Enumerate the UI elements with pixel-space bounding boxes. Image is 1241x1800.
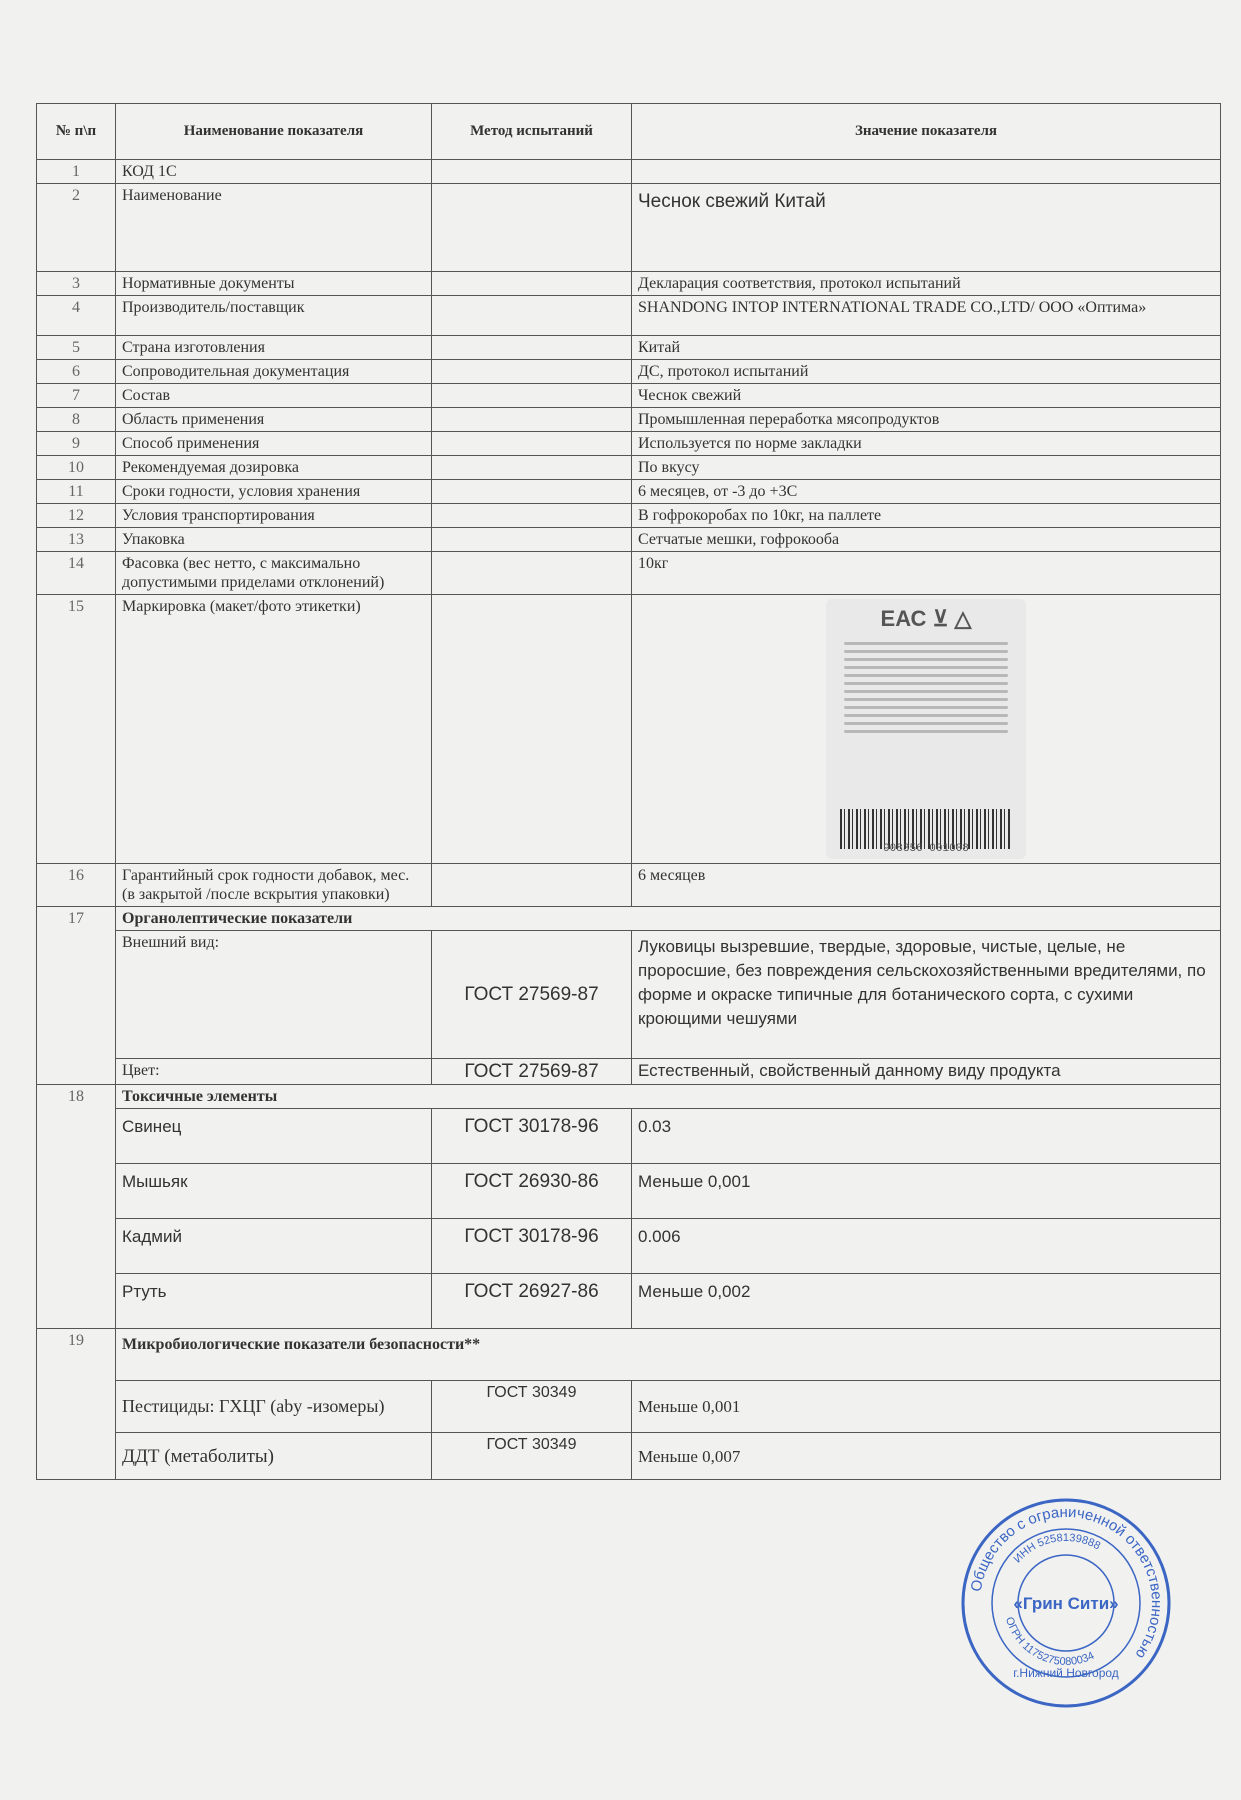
row-value: 0.03 bbox=[632, 1109, 1221, 1164]
row-name: Рекомендуемая дозировка bbox=[116, 456, 432, 480]
food-contact-icon: ⊻ bbox=[932, 606, 949, 631]
stamp-city: г.Нижний Новгород bbox=[1013, 1666, 1119, 1680]
row-name: Ртуть bbox=[116, 1274, 432, 1329]
table-row bbox=[37, 184, 1221, 272]
row-method: ГОСТ 30349 bbox=[432, 1433, 632, 1480]
specification-table bbox=[36, 103, 1221, 1480]
row-num: 10 bbox=[37, 456, 116, 480]
barcode-number: 908356 001008 bbox=[883, 843, 969, 855]
row-name: Сроки годности, условия хранения bbox=[116, 480, 432, 504]
row-value: Естественный, свойственный данному виду продукта bbox=[632, 1059, 1221, 1085]
row-name: Условия транспортирования bbox=[116, 504, 432, 528]
row-name: Упаковка bbox=[116, 528, 432, 552]
row-value: 0.006 bbox=[632, 1219, 1221, 1274]
stamp-company: «Грин Сити» bbox=[1013, 1594, 1119, 1613]
table-row bbox=[37, 931, 1221, 1059]
row-name: ДДТ (метаболиты) bbox=[116, 1433, 432, 1480]
table-row bbox=[37, 160, 1221, 184]
row-value: Меньше 0,007 bbox=[632, 1433, 1221, 1480]
table-row bbox=[37, 336, 1221, 360]
row-method bbox=[432, 384, 632, 408]
row-name: Пестициды: ГХЦГ (abу -изомеры) bbox=[116, 1381, 432, 1433]
row-num: 16 bbox=[37, 864, 116, 907]
row-method: ГОСТ 27569-87 bbox=[432, 1059, 632, 1085]
row-value: Меньше 0,001 bbox=[632, 1381, 1221, 1433]
row-name: Маркировка (макет/фото этикетки) bbox=[116, 595, 432, 864]
header-num: № п\п bbox=[37, 104, 116, 160]
row-name: Производитель/поставщик bbox=[116, 296, 432, 336]
row-num: 9 bbox=[37, 432, 116, 456]
row-num: 8 bbox=[37, 408, 116, 432]
header-name: Наименование показателя bbox=[116, 104, 432, 160]
row-method bbox=[432, 456, 632, 480]
table-row bbox=[37, 595, 1221, 864]
row-value: Используется по норме закладки bbox=[632, 432, 1221, 456]
table-row bbox=[37, 480, 1221, 504]
stamp-inn: ИНН 5258139888 bbox=[1011, 1531, 1103, 1566]
company-stamp bbox=[960, 1497, 1172, 1709]
table-row bbox=[37, 1433, 1221, 1480]
row-num: 18 bbox=[37, 1085, 116, 1329]
row-num: 1 bbox=[37, 160, 116, 184]
row-num: 6 bbox=[37, 360, 116, 384]
row-num: 4 bbox=[37, 296, 116, 336]
row-num: 14 bbox=[37, 552, 116, 595]
recycle-icon: △ bbox=[954, 606, 972, 631]
row-name: Способ применения bbox=[116, 432, 432, 456]
row-value: 6 месяцев, от -3 до +3С bbox=[632, 480, 1221, 504]
table-row bbox=[37, 528, 1221, 552]
row-method bbox=[432, 272, 632, 296]
table-row bbox=[37, 1219, 1221, 1274]
row-num: 19 bbox=[37, 1329, 116, 1480]
row-name: Кадмий bbox=[116, 1219, 432, 1274]
row-value: По вкусу bbox=[632, 456, 1221, 480]
row-value: ДС, протокол испытаний bbox=[632, 360, 1221, 384]
row-method bbox=[432, 184, 632, 272]
row-name: Свинец bbox=[116, 1109, 432, 1164]
row-num: 5 bbox=[37, 336, 116, 360]
row-num: 12 bbox=[37, 504, 116, 528]
table-row bbox=[37, 408, 1221, 432]
label-cell bbox=[632, 595, 1221, 864]
row-method: ГОСТ 26927-86 bbox=[432, 1274, 632, 1329]
row-value: Сетчатые мешки, гофрокооба bbox=[632, 528, 1221, 552]
label-photo bbox=[826, 599, 1026, 859]
row-method: ГОСТ 30178-96 bbox=[432, 1109, 632, 1164]
row-method bbox=[432, 160, 632, 184]
table-row bbox=[37, 1059, 1221, 1085]
row-method bbox=[432, 432, 632, 456]
table-row bbox=[37, 1109, 1221, 1164]
row-value: В гофрокоробах по 10кг, на паллете bbox=[632, 504, 1221, 528]
row-value: SHANDONG INTOP INTERNATIONAL TRADE CO.,LTD/ ООО «Оптима» bbox=[632, 296, 1221, 336]
table-row bbox=[37, 864, 1221, 907]
row-num: 3 bbox=[37, 272, 116, 296]
row-num: 17 bbox=[37, 907, 116, 1085]
row-method bbox=[432, 864, 632, 907]
row-name: Сопроводительная документация bbox=[116, 360, 432, 384]
row-value: Луковицы вызревшие, твердые, здоровые, чистые, целые, не проросшие, без повреждения сельскохозяйственными вредителями, по форме и окраске типичные для ботанического сорта, с сухими кроющими чешуями bbox=[632, 931, 1221, 1059]
row-method bbox=[432, 360, 632, 384]
row-value: Меньше 0,001 bbox=[632, 1164, 1221, 1219]
row-method bbox=[432, 408, 632, 432]
header-value: Значение показателя bbox=[632, 104, 1221, 160]
table-row bbox=[37, 1381, 1221, 1433]
row-method: ГОСТ 30349 bbox=[432, 1381, 632, 1433]
row-method bbox=[432, 504, 632, 528]
row-name: Область применения bbox=[116, 408, 432, 432]
table-row bbox=[37, 432, 1221, 456]
row-value: Промышленная переработка мясопродуктов bbox=[632, 408, 1221, 432]
row-name: Состав bbox=[116, 384, 432, 408]
row-num: 11 bbox=[37, 480, 116, 504]
table-row bbox=[37, 552, 1221, 595]
row-num: 15 bbox=[37, 595, 116, 864]
header-method: Метод испытаний bbox=[432, 104, 632, 160]
table-row bbox=[37, 1164, 1221, 1219]
row-name: Страна изготовления bbox=[116, 336, 432, 360]
table-row bbox=[37, 360, 1221, 384]
row-method bbox=[432, 296, 632, 336]
row-value: 6 месяцев bbox=[632, 864, 1221, 907]
stamp-ogrn: ОГРН 1175275080034 bbox=[1002, 1615, 1097, 1669]
table-row bbox=[37, 296, 1221, 336]
table-header bbox=[37, 104, 1221, 160]
table-row bbox=[37, 272, 1221, 296]
row-name: Наименование bbox=[116, 184, 432, 272]
row-num: 2 bbox=[37, 184, 116, 272]
row-value: Меньше 0,002 bbox=[632, 1274, 1221, 1329]
section-organoleptic bbox=[37, 907, 1221, 931]
table-row bbox=[37, 504, 1221, 528]
row-value: Чеснок свежий Китай bbox=[632, 184, 1221, 272]
row-value: 10кг bbox=[632, 552, 1221, 595]
row-method bbox=[432, 336, 632, 360]
row-name: Гарантийный срок годности добавок, мес. (в закрытой /после вскрытия упаковки) bbox=[116, 864, 432, 907]
row-name: Мышьяк bbox=[116, 1164, 432, 1219]
row-value: Чеснок свежий bbox=[632, 384, 1221, 408]
row-method bbox=[432, 528, 632, 552]
section-title: Органолептические показатели bbox=[116, 907, 1221, 931]
row-name: Цвет: bbox=[116, 1059, 432, 1085]
table-row bbox=[37, 456, 1221, 480]
row-num: 7 bbox=[37, 384, 116, 408]
row-name: Нормативные документы bbox=[116, 272, 432, 296]
section-toxic bbox=[37, 1085, 1221, 1109]
row-value: Китай bbox=[632, 336, 1221, 360]
row-method bbox=[432, 552, 632, 595]
section-micro bbox=[37, 1329, 1221, 1381]
row-num: 13 bbox=[37, 528, 116, 552]
section-title: Микробиологические показатели безопасности** bbox=[116, 1329, 1221, 1381]
row-value bbox=[632, 160, 1221, 184]
table-row bbox=[37, 1274, 1221, 1329]
stamp-ring-text: Общество с ограниченной ответственностью bbox=[967, 1503, 1166, 1662]
row-method: ГОСТ 27569-87 bbox=[432, 931, 632, 1059]
row-name: Фасовка (вес нетто, с максимально допустимыми приделами отклонений) bbox=[116, 552, 432, 595]
row-method bbox=[432, 480, 632, 504]
section-title: Токсичные элементы bbox=[116, 1085, 1221, 1109]
table-row bbox=[37, 384, 1221, 408]
row-method: ГОСТ 26930-86 bbox=[432, 1164, 632, 1219]
row-value: Декларация соответствия, протокол испытаний bbox=[632, 272, 1221, 296]
row-method: ГОСТ 30178-96 bbox=[432, 1219, 632, 1274]
row-name: КОД 1С bbox=[116, 160, 432, 184]
row-name: Внешний вид: bbox=[116, 931, 432, 1059]
row-method bbox=[432, 595, 632, 864]
eac-mark: ЕАС bbox=[880, 606, 927, 631]
